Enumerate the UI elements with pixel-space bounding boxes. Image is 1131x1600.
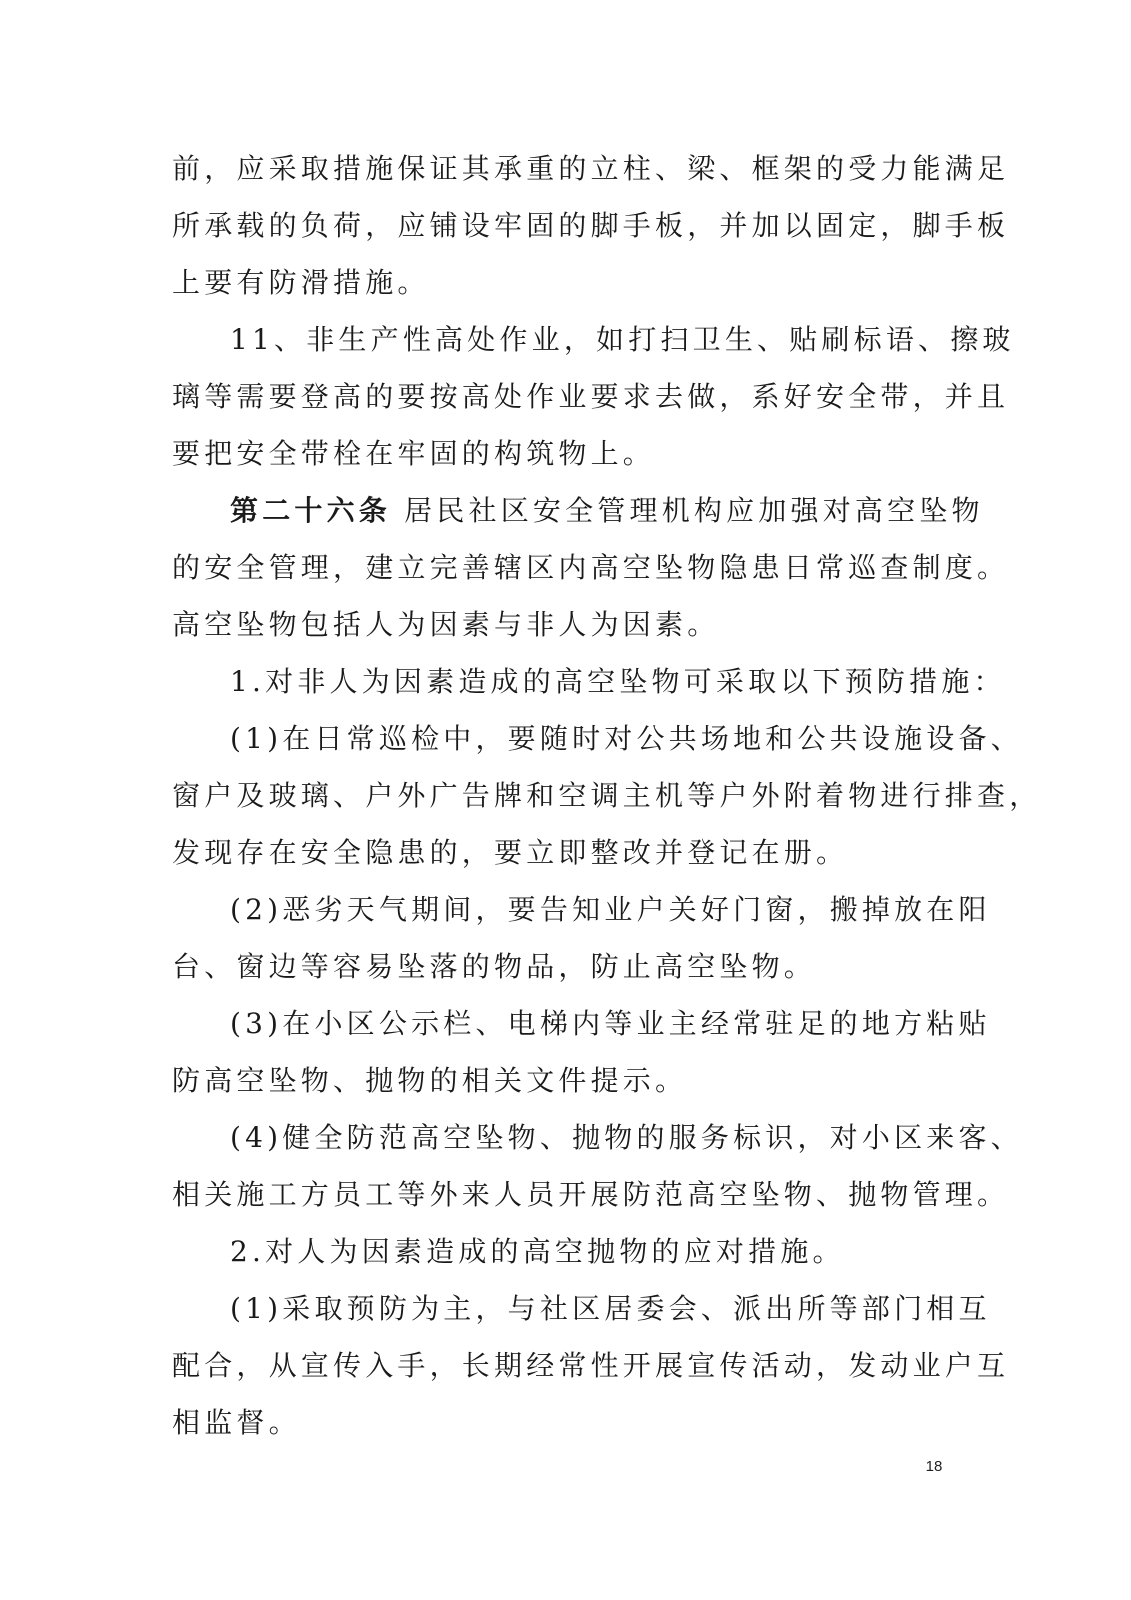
body-text xyxy=(172,140,1042,1451)
text-line: (1)采取预防为主，与社区居委会、派出所等部门相互 xyxy=(230,1292,991,1325)
text-line: 防高空坠物、抛物的相关文件提示。 xyxy=(172,1064,688,1097)
text-line: 高空坠物包括人为因素与非人为因素。 xyxy=(172,608,720,641)
text-line: 的安全管理，建立完善辖区内高空坠物隐患日常巡查制度。 xyxy=(172,551,1010,584)
text-line: 要把安全带栓在牢固的构筑物上。 xyxy=(172,437,656,470)
text-line: 相关施工方员工等外来人员开展防范高空坠物、抛物管理。 xyxy=(172,1178,1010,1211)
text-line: 发现存在安全隐患的，要立即整改并登记在册。 xyxy=(172,836,849,869)
article-heading: 第二十六条 xyxy=(230,494,392,527)
text-line: 1.对非人为因素造成的高空坠物可采取以下预防措施： xyxy=(230,665,1006,698)
text-line: 所承载的负荷，应铺设牢固的脚手板，并加以固定，脚手板 xyxy=(172,209,1010,242)
text-line: 相监督。 xyxy=(172,1406,301,1439)
text-line: 配合，从宣传入手，长期经常性开展宣传活动，发动业户互 xyxy=(172,1349,1010,1382)
text-line: 11、非生产性高处作业，如打扫卫生、贴刷标语、擦玻 xyxy=(230,323,1015,356)
text-line: (4)健全防范高空坠物、抛物的服务标识，对小区来客、 xyxy=(230,1121,1023,1154)
text-line: 上要有防滑措施。 xyxy=(172,266,430,299)
text-line: 窗户及玻璃、户外广告牌和空调主机等户外附着物进行排查， xyxy=(172,779,1042,812)
text-segment: 居民社区安全管理机构应加强对高空坠物 xyxy=(391,494,984,527)
page-number: 18 xyxy=(925,1458,943,1475)
text-line: 璃等需要登高的要按高处作业要求去做，系好安全带，并且 xyxy=(172,380,1010,413)
text-line: 前，应采取措施保证其承重的立柱、梁、框架的受力能满足 xyxy=(172,152,1010,185)
text-line: 2.对人为因素造成的高空抛物的应对措施。 xyxy=(230,1235,845,1268)
text-line: (3)在小区公示栏、电梯内等业主经常驻足的地方粘贴 xyxy=(230,1007,991,1040)
text-line: (2)恶劣天气期间，要告知业户关好门窗，搬掉放在阳 xyxy=(230,893,991,926)
text-line: (1)在日常巡检中，要随时对公共场地和公共设施设备、 xyxy=(230,722,1023,755)
article-heading-line xyxy=(172,482,984,539)
text-line: 台、窗边等容易坠落的物品，防止高空坠物。 xyxy=(172,950,817,983)
